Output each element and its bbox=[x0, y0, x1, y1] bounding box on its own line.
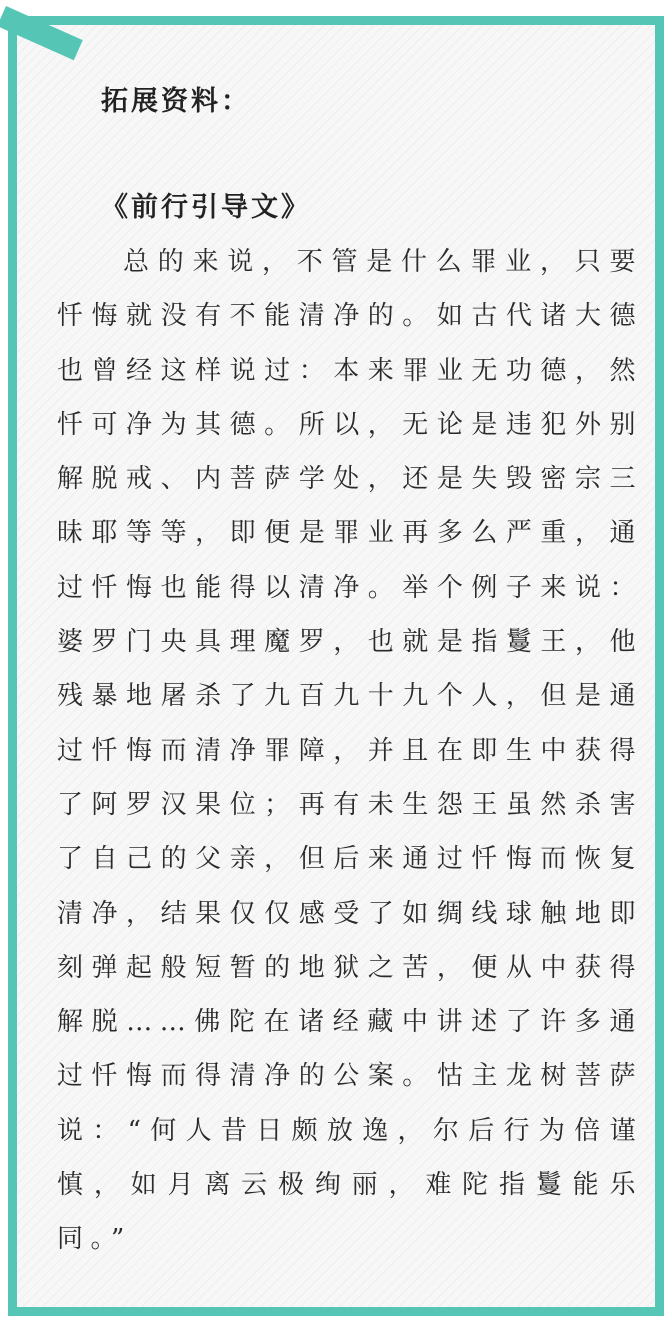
body-paragraph: 总的来说，不管是什么罪业，只要忏悔就没有不能清净的。如古代诸大德也曾经这样说过：本来罪业无功德，然忏可净为其德。所以，无论是违犯外别解脱戒、内菩萨学处，还是失毁密宗三昧耶等等，即便是罪业再多么严重，通过忏悔也能得以清净。举个例子来说：婆罗门央具理魔罗，也就是指鬘王，他残暴地屠杀了九百九十九个人，但是通过忏悔而清净罪障，并且在即生中获得了阿罗汉果位；再有未生怨王虽然杀害了自己的父亲，但后来通过忏悔而恢复清净，结果仅仅感受了如绸线球触地即刻弹起般短暂的地狱之苦，便从中获得解脱……佛陀在诸经藏中讲述了许多通过忏悔而得清净的公案。怙主龙树菩萨说：“何人昔日颇放逸，尔后行为倍谨慎，如月离云极绚丽，难陀指鬘能乐同。” bbox=[57, 247, 643, 1255]
section-heading: 拓展资料： bbox=[101, 86, 251, 117]
document-frame bbox=[8, 16, 664, 1316]
book-title: 《前行引导文》 bbox=[101, 192, 311, 223]
